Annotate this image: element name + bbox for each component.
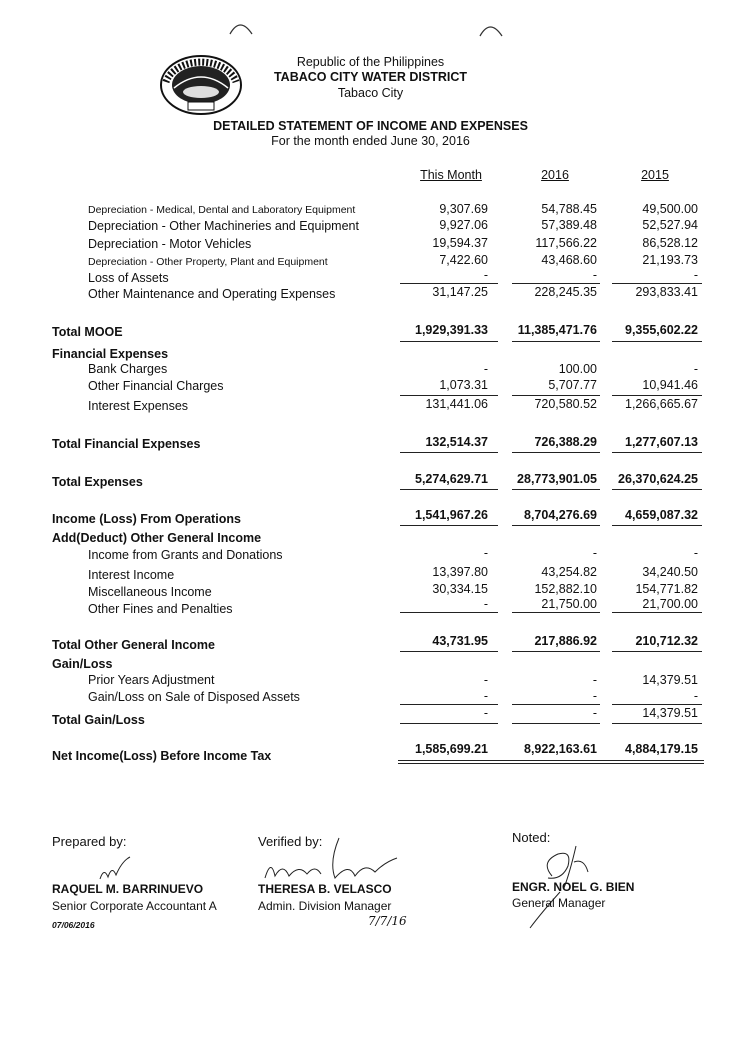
- total-rule: [512, 723, 600, 724]
- row-label: Depreciation - Motor Vehicles: [88, 237, 252, 251]
- col-2015: 2015: [641, 168, 669, 182]
- total-rule: [612, 452, 702, 453]
- row-label: Total Expenses: [52, 475, 143, 489]
- punch-mark-left: [226, 18, 256, 38]
- row-label: Prior Years Adjustment: [88, 673, 215, 687]
- signature-theresa: [255, 818, 405, 888]
- noted-title: General Manager: [512, 896, 606, 910]
- row-label: Gain/Loss on Sale of Disposed Assets: [88, 690, 300, 704]
- total-rule: [512, 489, 600, 490]
- cell-this-month: -: [483, 597, 488, 611]
- cell-2016: 720,580.52: [534, 397, 597, 411]
- prepared-by-caption: Prepared by:: [52, 834, 127, 849]
- cell-2015: 49,500.00: [642, 202, 698, 216]
- cell-this-month: -: [483, 689, 488, 703]
- cell-this-month: 1,929,391.33: [415, 323, 488, 337]
- cell-2016: -: [592, 706, 597, 720]
- verified-by-title: Admin. Division Manager: [258, 899, 392, 913]
- subtotal-rule: [400, 283, 498, 284]
- cell-2016: 228,245.35: [534, 285, 597, 299]
- cell-this-month: 132,514.37: [425, 435, 488, 449]
- cell-this-month: 1,073.31: [439, 378, 488, 392]
- cell-this-month: 43,731.95: [432, 634, 488, 648]
- subtotal-rule: [612, 704, 702, 705]
- subtotal-rule: [612, 612, 702, 613]
- total-rule: [612, 525, 702, 526]
- cell-2015: 10,941.46: [642, 378, 698, 392]
- row-label: Other Maintenance and Operating Expenses: [88, 287, 336, 301]
- total-rule: [400, 452, 498, 453]
- row-label: Interest Income: [88, 568, 175, 582]
- total-rule: [512, 452, 600, 453]
- org-name: TABACO CITY WATER DISTRICT: [273, 70, 468, 84]
- subtotal-rule: [512, 395, 600, 396]
- col-this-month: This Month: [420, 168, 482, 182]
- cell-2015: 26,370,624.25: [618, 472, 698, 486]
- cell-2016: 5,707.77: [548, 378, 597, 392]
- total-rule: [400, 723, 498, 724]
- row-label: Miscellaneous Income: [88, 585, 212, 599]
- cell-2015: 210,712.32: [635, 634, 698, 648]
- cell-2016: 54,788.45: [541, 202, 597, 216]
- cell-2016: 100.00: [558, 362, 597, 376]
- cell-2016: 726,388.29: [534, 435, 597, 449]
- cell-2015: -: [693, 546, 698, 560]
- cell-2015: 14,379.51: [642, 706, 698, 720]
- subtotal-rule: [512, 704, 600, 705]
- cell-2015: 21,193.73: [642, 253, 698, 267]
- row-label: Other Financial Charges: [88, 379, 224, 393]
- cell-2015: -: [693, 268, 698, 282]
- cell-2015: 4,884,179.15: [625, 742, 698, 756]
- cell-this-month: -: [483, 673, 488, 687]
- grand-total-rule-double: [398, 763, 704, 764]
- republic-line: Republic of the Philippines: [296, 55, 445, 69]
- prepared-by-title: Senior Corporate Accountant A: [52, 899, 217, 913]
- row-label: Interest Expenses: [88, 399, 189, 413]
- verified-date: 7/7/16: [368, 914, 407, 928]
- cell-2016: -: [592, 546, 597, 560]
- row-label: Income from Grants and Donations: [88, 548, 283, 562]
- section-heading: Gain/Loss: [52, 657, 113, 671]
- cell-this-month: 1,585,699.21: [415, 742, 488, 756]
- cell-this-month: 9,927.06: [439, 218, 488, 232]
- noted-caption: Noted:: [512, 830, 551, 845]
- section-heading: Add(Deduct) Other General Income: [52, 531, 262, 545]
- row-label: Depreciation - Other Machineries and Equipment: [88, 219, 359, 233]
- cell-this-month: 13,397.80: [432, 565, 488, 579]
- row-label: Depreciation - Medical, Dental and Laboratory Equipment: [88, 204, 356, 216]
- cell-2015: 86,528.12: [642, 236, 698, 250]
- cell-2015: 4,659,087.32: [625, 508, 698, 522]
- total-rule: [612, 651, 702, 652]
- cell-2016: 8,922,163.61: [524, 742, 597, 756]
- subtotal-rule: [512, 612, 600, 613]
- cell-this-month: 19,594.37: [432, 236, 488, 250]
- cell-this-month: 31,147.25: [432, 285, 488, 299]
- cell-2016: 43,468.60: [541, 253, 597, 267]
- statement-period: For the month ended June 30, 2016: [271, 134, 470, 148]
- cell-2015: 154,771.82: [635, 582, 698, 596]
- total-rule: [612, 723, 702, 724]
- total-rule: [512, 341, 600, 342]
- total-rule: [400, 525, 498, 526]
- cell-2015: 293,833.41: [635, 285, 698, 299]
- cell-this-month: -: [483, 706, 488, 720]
- row-label: Bank Charges: [88, 362, 168, 376]
- signature-raquel: [96, 855, 136, 885]
- cell-2016: 11,385,471.76: [517, 323, 597, 337]
- cell-2016: 28,773,901.05: [517, 472, 597, 486]
- cell-this-month: 1,541,967.26: [415, 508, 488, 522]
- row-label: Total Other General Income: [52, 638, 216, 652]
- city-line: Tabaco City: [337, 86, 404, 100]
- cell-2015: -: [693, 362, 698, 376]
- row-label: Depreciation - Other Property, Plant and Equipment: [88, 256, 328, 268]
- cell-2016: 8,704,276.69: [524, 508, 597, 522]
- cell-this-month: 9,307.69: [439, 202, 488, 216]
- row-label: Total Gain/Loss: [52, 713, 145, 727]
- cell-2015: 9,355,602.22: [625, 323, 698, 337]
- subtotal-rule: [612, 283, 702, 284]
- cell-2016: -: [592, 268, 597, 282]
- cell-2015: 21,700.00: [642, 597, 698, 611]
- total-rule: [512, 525, 600, 526]
- total-rule: [512, 651, 600, 652]
- verified-by-name: THERESA B. VELASCO: [258, 882, 392, 896]
- row-label: Net Income(Loss) Before Income Tax: [52, 749, 272, 763]
- cell-this-month: -: [483, 546, 488, 560]
- cell-2016: 21,750.00: [541, 597, 597, 611]
- cell-2016: -: [592, 689, 597, 703]
- cell-2015: 34,240.50: [642, 565, 698, 579]
- cell-this-month: 7,422.60: [439, 253, 488, 267]
- total-rule: [400, 341, 498, 342]
- cell-2016: 217,886.92: [534, 634, 597, 648]
- statement-title: DETAILED STATEMENT OF INCOME AND EXPENSES: [213, 119, 528, 133]
- cell-2015: 1,277,607.13: [625, 435, 698, 449]
- row-label: Income (Loss) From Operations: [52, 512, 241, 526]
- total-rule: [612, 341, 702, 342]
- subtotal-rule: [612, 395, 702, 396]
- punch-mark-right: [476, 20, 506, 40]
- cell-2015: 52,527.94: [642, 218, 698, 232]
- prepared-date: 07/06/2016: [52, 920, 95, 930]
- subtotal-rule: [400, 704, 498, 705]
- cell-this-month: -: [483, 362, 488, 376]
- section-heading: Financial Expenses: [52, 347, 169, 361]
- total-rule: [612, 489, 702, 490]
- subtotal-rule: [512, 283, 600, 284]
- cell-2016: 117,566.22: [535, 236, 597, 250]
- cell-2015: 14,379.51: [642, 673, 698, 687]
- cell-2015: -: [693, 689, 698, 703]
- col-2016: 2016: [541, 168, 569, 182]
- grand-total-rule: [398, 760, 704, 761]
- total-rule: [400, 489, 498, 490]
- cell-this-month: 5,274,629.71: [415, 472, 488, 486]
- cell-2016: 152,882.10: [534, 582, 597, 596]
- cell-this-month: 131,441.06: [425, 397, 488, 411]
- cell-2015: 1,266,665.67: [625, 397, 698, 411]
- total-rule: [400, 651, 498, 652]
- cell-2016: 43,254.82: [541, 565, 597, 579]
- subtotal-rule: [400, 612, 498, 613]
- noted-name: ENGR. NOEL G. BIEN: [512, 880, 635, 894]
- cell-this-month: 30,334.15: [432, 582, 488, 596]
- row-label: Total Financial Expenses: [52, 437, 201, 451]
- row-label: Loss of Assets: [88, 271, 169, 285]
- cell-this-month: -: [483, 268, 488, 282]
- row-label: Total MOOE: [52, 325, 123, 339]
- row-label: Other Fines and Penalties: [88, 602, 233, 616]
- cell-2016: -: [592, 673, 597, 687]
- subtotal-rule: [400, 395, 498, 396]
- verified-by-caption: Verified by:: [258, 834, 323, 849]
- cell-2016: 57,389.48: [541, 218, 597, 232]
- prepared-by-name: RAQUEL M. BARRINUEVO: [52, 882, 204, 896]
